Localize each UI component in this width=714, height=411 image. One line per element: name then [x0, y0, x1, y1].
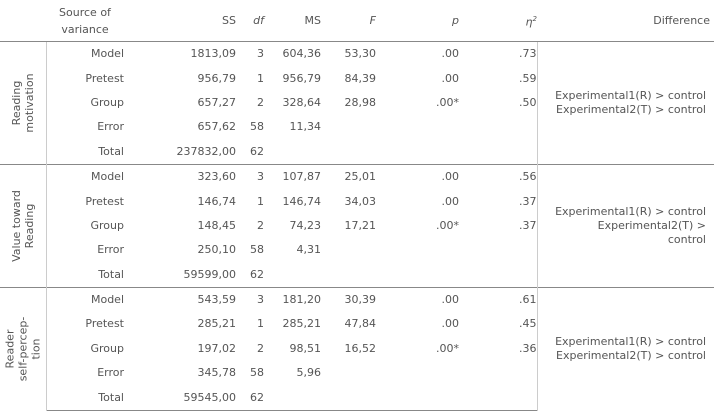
cell-df: 1	[257, 71, 264, 85]
cell-ss: 59545,00	[130, 385, 236, 410]
cell-p: .00	[441, 71, 459, 85]
cell-ss: 148,45	[197, 218, 236, 232]
cell-p	[376, 361, 459, 385]
cell-df: 3	[236, 287, 264, 312]
cell-eta	[459, 361, 537, 385]
header-source: Source of variance	[46, 0, 130, 42]
cell-ss: 323,60	[130, 164, 236, 189]
cell-df: 2	[257, 218, 264, 232]
cell-f	[321, 385, 376, 410]
cell-source: Total	[98, 267, 124, 281]
difference-cell	[537, 164, 714, 287]
cell-p: .00*	[436, 95, 459, 109]
cell-p: .00*	[436, 218, 459, 232]
cell-ms	[264, 263, 321, 288]
cell-ss: 59599,00	[183, 267, 236, 281]
cell-ss: 1813,09	[190, 47, 236, 61]
cell-p	[376, 115, 459, 139]
cell-ms: 604,36	[282, 47, 321, 61]
group-label	[0, 164, 46, 287]
group-label-line: tion	[29, 338, 43, 360]
cell-ms: 285,21	[282, 317, 321, 331]
cell-source: Error	[97, 120, 124, 134]
cell-ms: 98,51	[289, 341, 321, 355]
cell-ss: 237832,00	[176, 144, 236, 158]
cell-df: 1	[257, 317, 264, 331]
header-ss: SS	[130, 0, 236, 42]
table-row	[0, 164, 714, 189]
cell-source: Error	[97, 366, 124, 380]
cell-ss: 146,74	[197, 194, 236, 208]
cell-ss: 657,62	[197, 120, 236, 134]
table-body	[0, 42, 714, 411]
cell-ss: 543,59	[130, 287, 236, 312]
cell-source: Group	[90, 218, 124, 232]
cell-source: Model	[46, 287, 130, 312]
header-row	[0, 0, 714, 42]
cell-eta	[459, 140, 537, 165]
difference-line: Experimental2(T) > control	[556, 349, 706, 363]
header-df: df	[236, 0, 264, 42]
cell-p: .00	[376, 164, 459, 189]
cell-ms	[264, 140, 321, 165]
cell-f: 84,39	[344, 71, 376, 85]
cell-p	[376, 385, 459, 410]
cell-f	[321, 238, 376, 262]
cell-df: 58	[250, 120, 264, 134]
difference-cell	[537, 42, 714, 165]
cell-source: Model	[46, 164, 130, 189]
cell-f	[321, 115, 376, 139]
cell-df: 3	[236, 164, 264, 189]
cell-eta: .37	[519, 194, 537, 208]
cell-f: 25,01	[321, 164, 376, 189]
cell-ms: 181,20	[264, 287, 321, 312]
cell-f: 16,52	[344, 341, 376, 355]
difference-line: Experimental1(R) > control	[555, 88, 706, 102]
group-label-line: self-percep-	[16, 316, 30, 382]
cell-f: 28,98	[344, 95, 376, 109]
cell-eta: .45	[519, 317, 537, 331]
header-eta: $\eta^2$	[459, 0, 537, 42]
group-label-line: motivation	[22, 73, 36, 133]
cell-ss: 285,21	[197, 317, 236, 331]
cell-f	[321, 361, 376, 385]
cell-p	[376, 238, 459, 262]
cell-source: Total	[46, 385, 130, 410]
cell-df: 58	[250, 243, 264, 257]
difference-line: Experimental2(T) > control	[556, 102, 706, 116]
cell-ss: 250,10	[197, 243, 236, 257]
cell-source: Group	[90, 95, 124, 109]
cell-f	[321, 263, 376, 288]
cell-f: 47,84	[344, 317, 376, 331]
cell-ss: 657,27	[197, 95, 236, 109]
cell-eta: .56	[459, 164, 537, 189]
cell-df: 62	[250, 144, 264, 158]
cell-eta: .37	[519, 218, 537, 232]
cell-p	[376, 140, 459, 165]
difference-line: Experimental1(R) > control	[555, 335, 706, 349]
cell-p	[376, 263, 459, 288]
group-label-line: Reading	[22, 203, 36, 249]
cell-df: 62	[250, 267, 264, 281]
cell-ss: 345,78	[197, 366, 236, 380]
cell-ms: 74,23	[289, 218, 321, 232]
cell-f: 30,39	[321, 287, 376, 312]
cell-ms: 328,64	[282, 95, 321, 109]
difference-cell	[537, 287, 714, 410]
cell-eta: .50	[519, 95, 537, 109]
group-label-line: Value toward	[9, 190, 23, 262]
cell-ss: 956,79	[197, 71, 236, 85]
cell-df: 3	[257, 47, 264, 61]
cell-ms: 4,31	[296, 243, 321, 257]
group-label	[0, 287, 46, 410]
cell-eta	[459, 385, 537, 410]
cell-f	[321, 140, 376, 165]
cell-eta: .73	[519, 47, 537, 61]
group-label-line: Reader	[3, 329, 17, 369]
header-p: p	[376, 0, 459, 42]
cell-source: Model	[90, 47, 124, 61]
cell-f: 34,03	[344, 194, 376, 208]
cell-p: .00	[441, 194, 459, 208]
cell-f: 17,21	[344, 218, 376, 232]
cell-source: Pretest	[85, 194, 124, 208]
cell-eta	[459, 263, 537, 288]
cell-source: Pretest	[85, 71, 124, 85]
table-row	[0, 287, 714, 312]
cell-ms: 146,74	[282, 194, 321, 208]
cell-f: 53,30	[344, 47, 376, 61]
group-label-line: Reading	[9, 80, 23, 126]
cell-eta: .61	[459, 287, 537, 312]
header-blank	[0, 0, 46, 42]
cell-ms: 5,96	[296, 366, 321, 380]
cell-ms: 11,34	[289, 120, 321, 134]
cell-df: 2	[257, 341, 264, 355]
cell-df: 1	[257, 194, 264, 208]
cell-ss: 197,02	[197, 341, 236, 355]
cell-eta: .36	[519, 341, 537, 355]
difference-line: control	[667, 232, 706, 246]
cell-df: 58	[250, 366, 264, 380]
table-row	[0, 42, 714, 67]
cell-p: .00*	[436, 341, 459, 355]
header-ms: MS	[264, 0, 321, 42]
cell-p: .00	[376, 287, 459, 312]
cell-eta	[459, 115, 537, 139]
cell-source: Pretest	[85, 317, 124, 331]
cell-p: .00	[441, 47, 459, 61]
header-difference: Difference	[537, 0, 714, 42]
cell-ms: 107,87	[264, 164, 321, 189]
cell-source: Total	[98, 144, 124, 158]
cell-ms: 956,79	[282, 71, 321, 85]
cell-source: Group	[90, 341, 124, 355]
cell-ms	[264, 385, 321, 410]
cell-df: 62	[236, 385, 264, 410]
difference-line: Experimental2(T) >	[597, 218, 706, 232]
cell-eta: .59	[519, 71, 537, 85]
cell-df: 2	[257, 95, 264, 109]
difference-line: Experimental1(R) > control	[555, 204, 706, 218]
group-label	[0, 42, 46, 165]
cell-p: .00	[441, 317, 459, 331]
cell-source: Error	[97, 243, 124, 257]
header-f: F	[321, 0, 376, 42]
cell-eta	[459, 238, 537, 262]
